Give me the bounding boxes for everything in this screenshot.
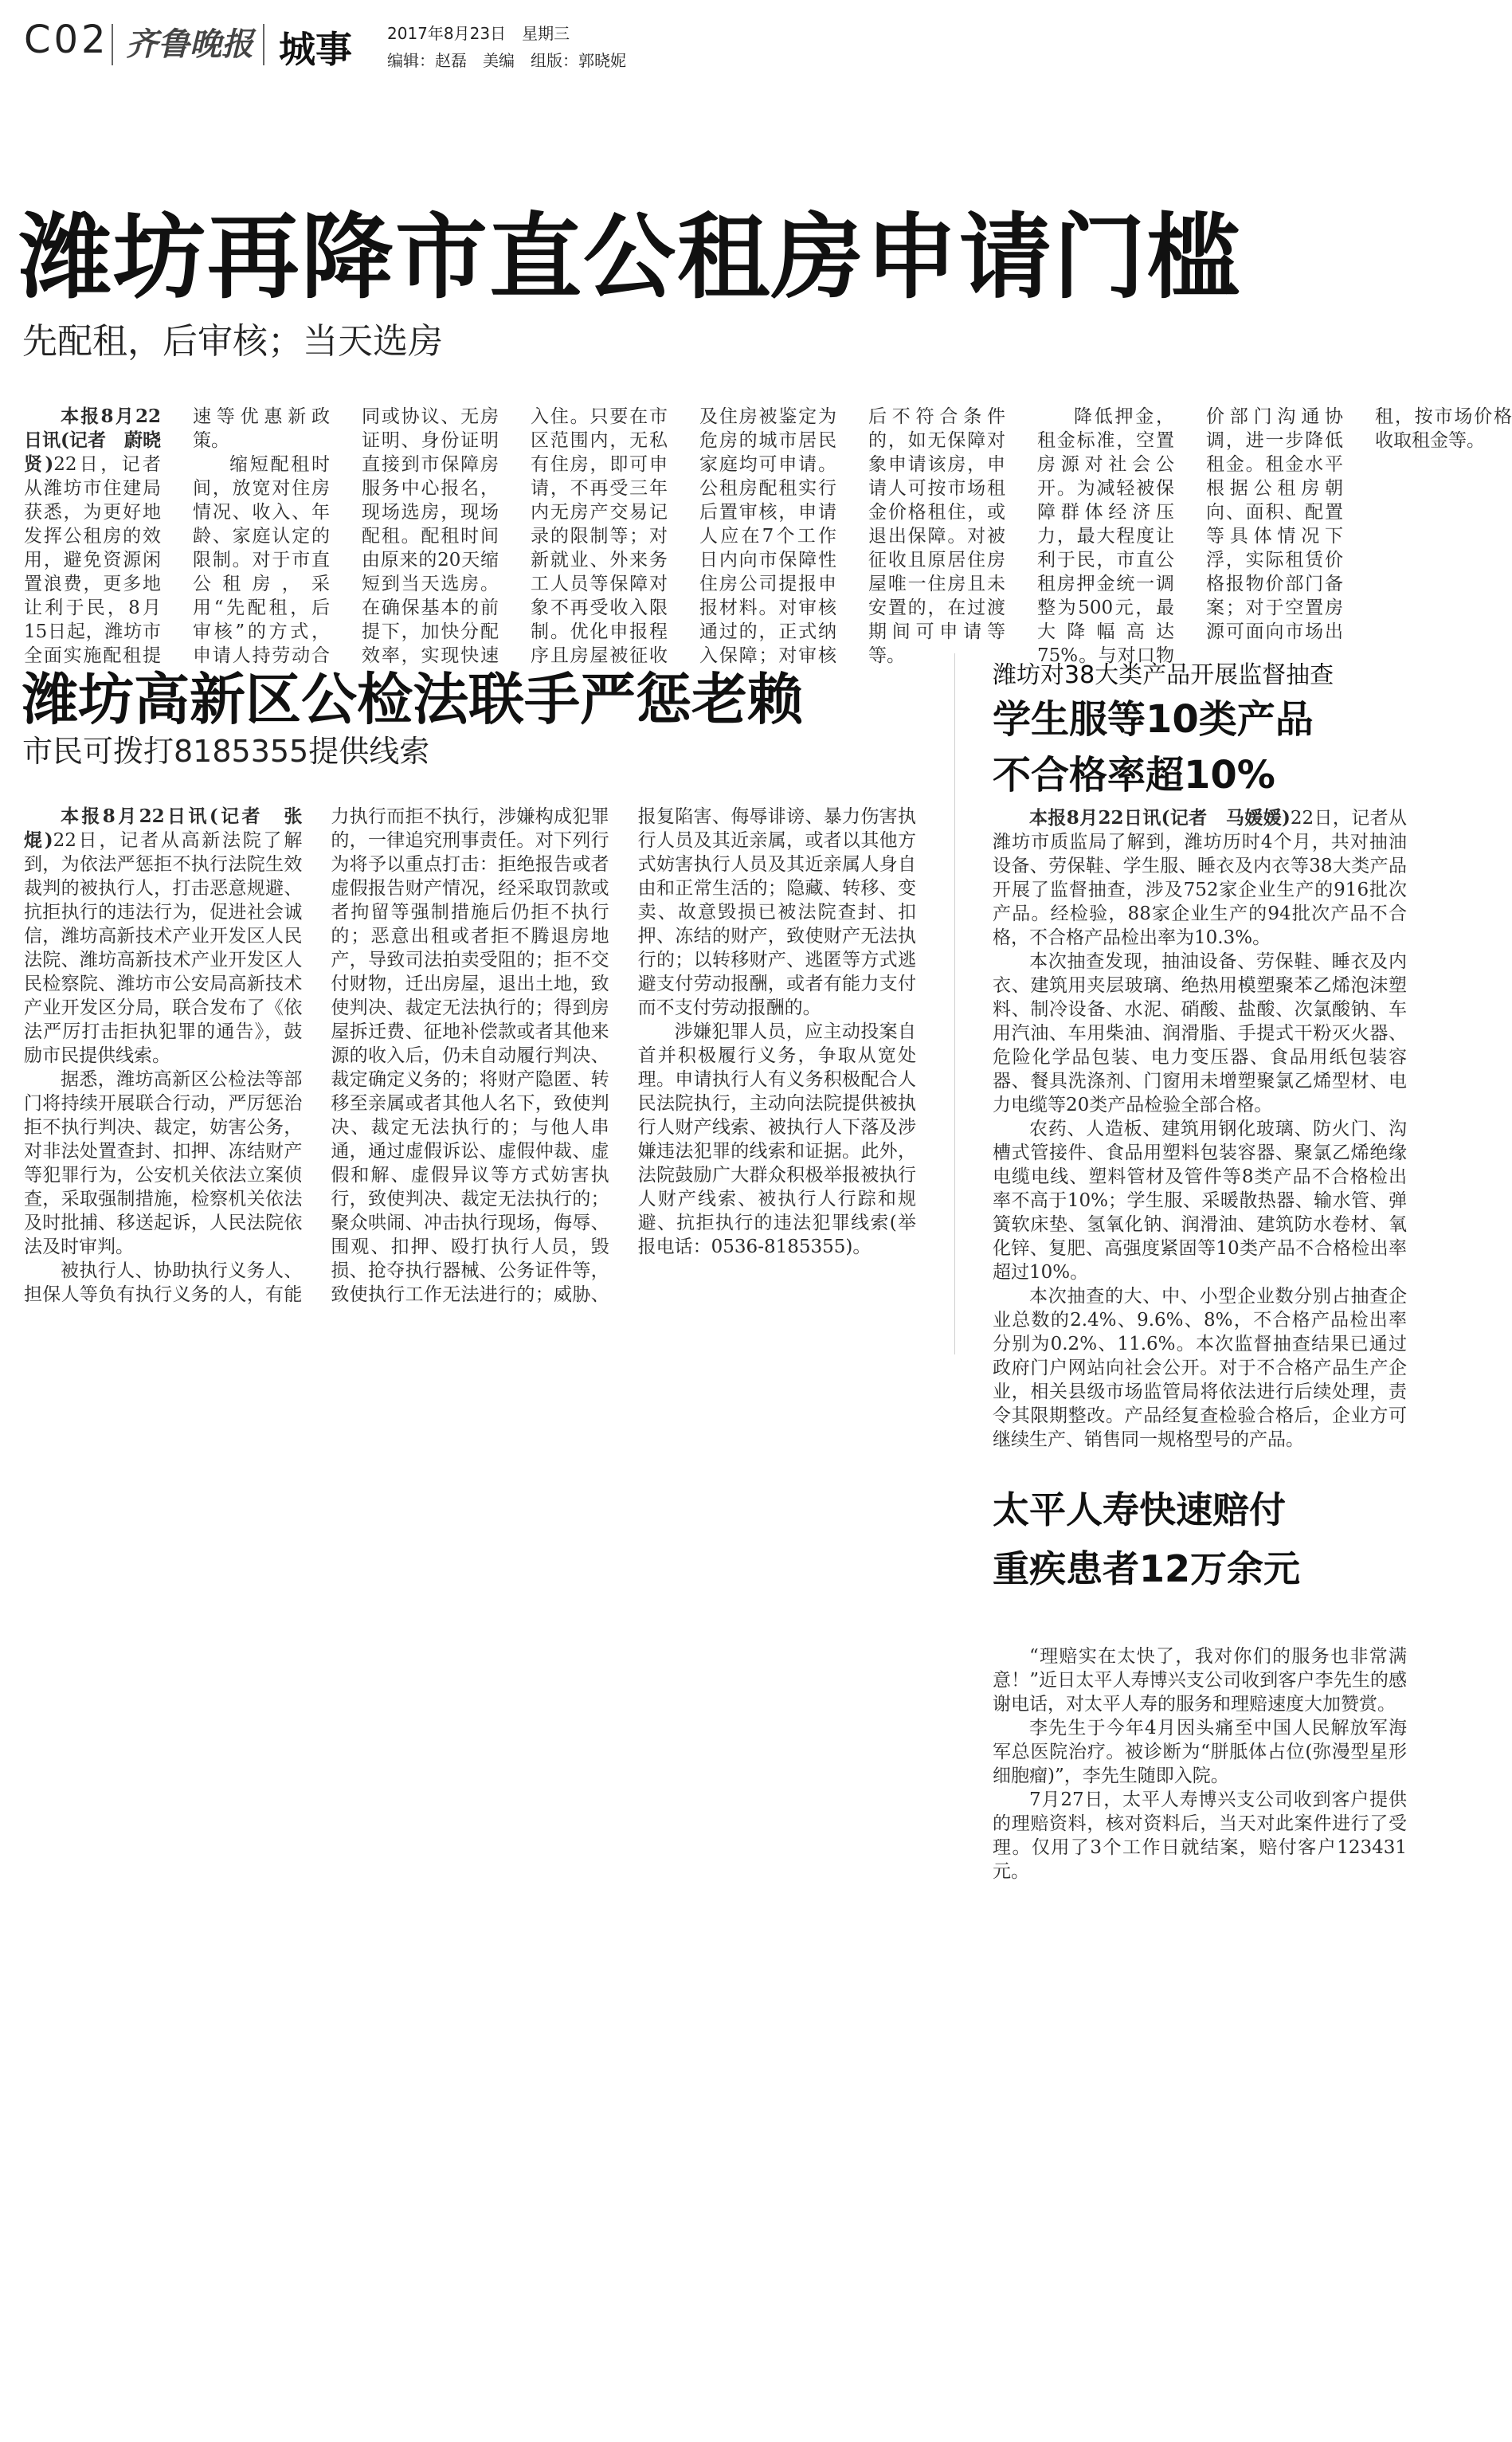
story-paragraph: 缩短配租时间，放宽对住房情况、收入、年龄、家庭认定的限制。对于市直公租房，采用“先配租，后审核”的方式，申请人持劳动合同或协议、无房证明、身份证明直接到市保障房服务中心报名，现场选房，现场配租。配租时间由原来的20天缩短到当天选房。在确保基本的前提下，加快分配效率，实现快速入住。只要在市区范围内，无私有住房，即可申请，不再受三年内无房产交易记录的限制等；对新就业、外来务工人员等保障对象不再受收入限制。优化申报程序且房屋被征收及住房被鉴定为危房的城市居民家庭均可申请。公租房配租实行后置审核，申请人应在7个工作日内向市保障性住房公司提报申报材料。对审核通过的，正式纳入保障；对审核后不符合条件的，如无保障对象申请该房，申请人可按市场租金价格租住，或退出保障。对被征收且原居住房屋唯一住房且未安置的，在过渡期间可申请等等。 [193, 406, 1005, 666]
story-quality-body [993, 806, 1407, 1452]
header-divider [112, 24, 113, 65]
story-paragraph: 被执行人、协助执行义务人、担保人等负有执行义务的人，有能力执行而拒不执行，涉嫌构成犯罪的，一律追究刑事责任。对下列行为将予以重点打击：拒绝报告或者虚假报告财产情况，经采取罚款或者拘留等强制措施后仍拒不执行的；恶意出租或者拒不腾退房地产，导致司法拍卖受阻的；拒不交付财物，迁出房屋，退出土地，致使判决、裁定无法执行的；得到房屋拆迁费、征地补偿款或者其他来源的收入后，仍未自动履行判决、裁定确定义务的；将财产隐匿、转移至亲属或者其他人名下，致使判决、裁定无法执行的；与他人串通，通过虚假诉讼、虚假仲裁、虚假和解、虚假异议等方式妨害执行，致使判决、裁定无法执行的；聚众哄闹、冲击执行现场，侮辱、围观、扣押、殴打执行人员，毁损、抢夺执行器械、公务证件等，致使执行工作无法进行的；威胁、报复陷害、侮辱诽谤、暴力伤害执行人员及其近亲属，或者以其他方式妨害执行人员及其近亲属人身自由和正常生活的；隐藏、转移、变卖、故意毁损已被法院查封、扣押、冻结的财产，致使财产无法执行的；以转移财产、逃匿等方式逃避支付劳动报酬，或者有能力支付而不支付劳动报酬的。 [24, 806, 916, 1305]
story-paragraph: 农药、人造板、建筑用钢化玻璃、防火门、沟槽式管接件、食品用塑料包装容器、聚氯乙烯绝缘电缆电线、塑料管材及管件等8类产品不合格检出率不高于10%；学生服、采暖散热器、输水管、弹簧软床垫、氢氧化钠、润滑油、建筑防水卷材、氧化锌、复肥、高强度紧固等10类产品不合格检出率超过10%。 [993, 1119, 1407, 1283]
story-quality-kicker: 潍坊对38大类产品开展监督抽查 [993, 661, 1334, 689]
story-quality-headline: 学生服等10类产品 不合格率超10% [993, 697, 1314, 798]
story-court-headline: 潍坊高新区公检法联手严惩老赖 [22, 667, 803, 732]
story-court-subheadline: 市民可拨打8185355提供线索 [22, 734, 430, 769]
story-paragraph: 本报8月22日讯(记者 蔚晓贤)22日，记者从潍坊市住建局获悉，为更好地发挥公租房的效用，避免资源闲置浪费，更多地让利于民，8月15日起，潍坊市全面实施配租提速等优惠新政策。 [24, 406, 330, 666]
issue-date: 2017年8月23日 星期三 [387, 24, 570, 43]
column-divider [954, 653, 955, 1354]
header-divider [263, 24, 264, 65]
story-paragraph: 据悉，潍坊高新区公检法等部门将持续开展联合行动，严厉惩治拒不执行判决、裁定，妨害公务，对非法处置查封、扣押、冻结财产等犯罪行为，公安机关依法立案侦查，采取强制措施，检察机关依法及时批捕、移送起诉，人民法院依法及时审判。 [24, 1069, 303, 1257]
page-number: C02 [24, 18, 109, 62]
byline: 本报8月22日讯(记者 张焜) [24, 806, 303, 851]
story-court-body [24, 805, 916, 1323]
story-housing-body [24, 405, 1512, 668]
story-paragraph: 涉嫌犯罪人员，应主动投案自首并积极履行义务，争取从宽处理。申请执行人有义务积极配合人民法院执行，主动向法院提供被执行人财产线索、被执行人下落及涉嫌违法犯罪的线索和证据。此外，法院鼓励广大群众积极举报被执行人财产线索、被执行人行踪和规避、抗拒执行的违法犯罪线索(举报电话：0536-8185355)。 [637, 1021, 916, 1257]
byline: 本报8月22日讯(记者 蔚晓贤) [24, 406, 161, 475]
story-paragraph: 7月27日，太平人寿博兴支公司收到客户提供的理赔资料，核对资料后，当天对此案件进行了受理。仅用了3个工作日就结案，赔付客户123431元。 [993, 1789, 1407, 1882]
section-name: 城事 [279, 28, 352, 71]
story-paragraph: 本报8月22日讯(记者 马媛媛)22日，记者从潍坊市质监局了解到，潍坊历时4个月，共对抽油设备、劳保鞋、学生服、睡衣及内衣等38大类产品开展了监督抽查，涉及752家企业生产的916批次产品。经检验，88家企业生产的94批次产品不合格，不合格产品检出率为10.3%。 [993, 807, 1407, 948]
main-subheadline: 先配租，后审核；当天选房 [22, 321, 443, 362]
story-insurance-body [993, 1644, 1407, 1883]
byline: 本报8月22日讯(记者 马媛媛) [1029, 807, 1291, 829]
story-paragraph: “理赔实在太快了，我对你们的服务也非常满意！”近日太平人寿博兴支公司收到客户李先生的感谢电话，对太平人寿的服务和理赔速度大加赞赏。 [993, 1646, 1407, 1715]
story-paragraph: 本报8月22日讯(记者 张焜)22日，记者从高新法院了解到，为依法严惩拒不执行法院生效裁判的被执行人，打击恶意规避、抗拒执行的违法行为，促进社会诚信，潍坊高新技术产业开发区人民法院、潍坊高新技术产业开发区人民检察院、潍坊市公安局高新技术产业开发区分局，联合发布了《依法严厉打击拒执犯罪的通告》，鼓励市民提供线索。 [24, 806, 303, 1066]
story-paragraph: 降低押金，租金标准，空置房源对社会公开。为减轻被保障群体经济压力，最大程度让利于民，市直公租房押金统一调整为500元，最大降幅高达75%。与对口物价部门沟通协调，进一步降低租金。租金水平根据公租房朝向、面积、配置等具体情况下浮，实际租赁价格报物价部门备案；对于空置房源可面向市场出租，按市场价格收取租金等。 [1037, 406, 1512, 666]
newspaper-logo: 齐鲁晚报 [126, 25, 253, 63]
editor-credits: 编辑：赵磊 美编 组版：郭晓妮 [387, 51, 626, 70]
story-paragraph: 李先生于今年4月因头痛至中国人民解放军海军总医院治疗。被诊断为“胼胝体占位(弥漫型星形细胞瘤)”，李先生随即入院。 [993, 1718, 1407, 1786]
story-insurance-headline: 太平人寿快速赔付 重疾患者12万余元 [993, 1488, 1301, 1590]
story-paragraph: 本次抽查的大、中、小型企业数分别占抽查企业总数的2.4%、9.6%、8%，不合格产品检出率分别为0.2%、11.6%。本次监督抽查结果已通过政府门户网站向社会公开。对于不合格产品生产企业，相关县级市场监管局将依法进行后续处理，责令其限期整改。产品经复查检验合格后，企业方可继续生产、销售同一规格型号的产品。 [993, 1286, 1407, 1450]
story-paragraph: 本次抽查发现，抽油设备、劳保鞋、睡衣及内衣、建筑用夹层玻璃、绝热用模塑聚苯乙烯泡沫塑料、制冷设备、水泥、硝酸、盐酸、次氯酸钠、车用汽油、车用柴油、润滑脂、手提式干粉灭火器、危险化学品包装、电力变压器、食品用纸包装容器、餐具洗涤剂、门窗用未增塑聚氯乙烯型材、电力电缆等20类产品检验全部合格。 [993, 951, 1407, 1115]
main-headline: 潍坊再降市直公租房申请门槛 [19, 204, 1241, 312]
